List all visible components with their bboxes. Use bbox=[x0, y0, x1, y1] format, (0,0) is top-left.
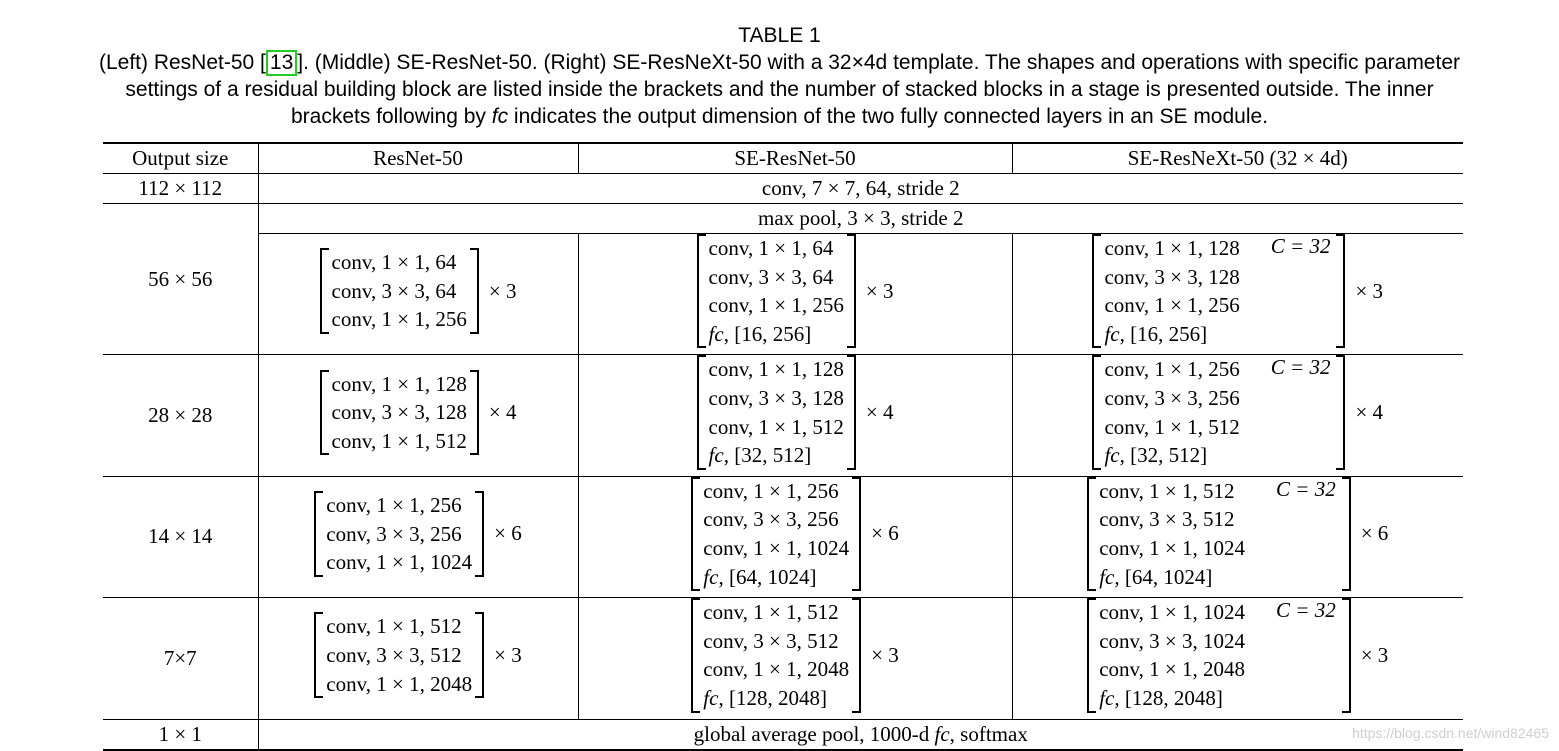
block-line: conv, 1 × 1, 1024 bbox=[1099, 535, 1246, 560]
final-fc-label: fc bbox=[934, 721, 950, 746]
maxpool-cell: max pool, 3 × 3, stride 2 bbox=[258, 204, 1463, 234]
block-line: conv, 3 × 3, 512 bbox=[326, 643, 462, 668]
caption-line-1-end: ]. (Middle) SE-ResNet-50. (Right) SE-ResNeXt-50 with a 32×4d template. The shapes and operations with specific parameter bbox=[297, 51, 1460, 74]
cardinality-label: C = 32 bbox=[1276, 476, 1336, 501]
output-size-14: 14 × 14 bbox=[103, 476, 258, 597]
architecture-table bbox=[103, 142, 1463, 751]
citation-link[interactable]: 13 bbox=[266, 50, 297, 76]
block-line: conv, 1 × 1, 256 bbox=[326, 493, 462, 518]
repeat-count: × 3 bbox=[871, 642, 899, 667]
se-resnext-block bbox=[1012, 355, 1463, 476]
cardinality-label: C = 32 bbox=[1270, 234, 1331, 258]
se-resnext-block bbox=[1012, 598, 1463, 719]
repeat-count: × 3 bbox=[1360, 642, 1389, 667]
fc-dims: , [32, 512] bbox=[723, 443, 812, 468]
se-resnet-block bbox=[578, 234, 1012, 355]
block-line: conv, 1 × 1, 128 bbox=[1104, 236, 1240, 260]
repeat-count: × 6 bbox=[871, 521, 899, 546]
block-line: conv, 1 × 1, 1024 bbox=[326, 550, 473, 575]
repeat-count: × 3 bbox=[865, 278, 894, 303]
fc-dims: , [16, 256] bbox=[1119, 321, 1208, 346]
row-112 bbox=[103, 174, 1463, 204]
block-line: conv, 1 × 1, 2048 bbox=[703, 657, 850, 682]
final-pool-start: global average pool, 1000-d bbox=[693, 721, 935, 746]
caption-fc: fc bbox=[491, 105, 509, 128]
fc-label: fc bbox=[1099, 685, 1115, 710]
block-line: conv, 3 × 3, 256 bbox=[1104, 385, 1240, 410]
repeat-count: × 3 bbox=[494, 642, 522, 667]
repeat-count: × 3 bbox=[488, 278, 517, 303]
table-caption bbox=[0, 22, 1559, 130]
block-line: conv, 3 × 3, 256 bbox=[326, 521, 462, 546]
fc-line bbox=[709, 441, 844, 470]
caption-line-3 bbox=[0, 103, 1559, 130]
header-output-size: Output size bbox=[103, 143, 258, 174]
block-line: conv, 3 × 3, 64 bbox=[708, 264, 834, 289]
block-line: conv, 3 × 3, 512 bbox=[1099, 507, 1235, 532]
block-line: conv, 1 × 1, 2048 bbox=[1099, 657, 1246, 682]
fc-line bbox=[703, 684, 849, 713]
fc-dims: , [64, 1024] bbox=[718, 564, 817, 589]
caption-line-3-start: brackets following by bbox=[290, 105, 492, 128]
header-se-resnext50: SE-ResNeXt-50 (32 × 4d) bbox=[1012, 143, 1463, 174]
fc-line bbox=[709, 320, 844, 349]
cardinality-label: C = 32 bbox=[1276, 598, 1336, 623]
block-line: conv, 1 × 1, 64 bbox=[331, 250, 457, 275]
resnet-block bbox=[258, 476, 578, 597]
row-final bbox=[103, 719, 1463, 750]
block-line: conv, 3 × 3, 64 bbox=[331, 278, 457, 303]
output-size-1: 1 × 1 bbox=[103, 719, 258, 750]
fc-line bbox=[703, 563, 849, 592]
fc-line bbox=[1104, 441, 1239, 470]
block-line: conv, 3 × 3, 128 bbox=[331, 400, 467, 425]
repeat-count: × 4 bbox=[1355, 400, 1384, 425]
fc-label: fc bbox=[1099, 564, 1115, 589]
fc-label: fc bbox=[708, 321, 724, 346]
block-line: conv, 1 × 1, 512 bbox=[331, 428, 467, 453]
block-line: conv, 1 × 1, 256 bbox=[708, 293, 844, 318]
block-line: conv, 1 × 1, 1024 bbox=[1099, 600, 1246, 625]
fc-dims: , [16, 256] bbox=[723, 321, 812, 346]
repeat-count: × 4 bbox=[488, 400, 517, 425]
caption-title: TABLE 1 bbox=[738, 24, 821, 47]
fc-label: fc bbox=[1104, 321, 1120, 346]
resnet-block bbox=[258, 234, 578, 355]
caption-line-1 bbox=[0, 49, 1559, 76]
block-line: conv, 3 × 3, 128 bbox=[708, 385, 844, 410]
fc-label: fc bbox=[703, 564, 719, 589]
row-maxpool bbox=[103, 204, 1463, 234]
block-line: conv, 1 × 1, 256 bbox=[331, 307, 467, 332]
fc-label: fc bbox=[703, 685, 719, 710]
repeat-count: × 6 bbox=[494, 521, 522, 546]
fc-label: fc bbox=[708, 443, 724, 468]
header-resnet50: ResNet-50 bbox=[258, 143, 578, 174]
final-pool-cell bbox=[258, 719, 1463, 750]
se-resnet-block bbox=[578, 476, 1012, 597]
caption-line-2: settings of a residual building block are listed inside the brackets and the number of stacked blocks in a stage is presented outside. The inner bbox=[125, 78, 1434, 101]
fc-dims: , [128, 2048] bbox=[718, 685, 827, 710]
watermark: https://blog.csdn.net/wind82465 bbox=[1352, 725, 1549, 741]
block-line: conv, 1 × 1, 512 bbox=[1099, 478, 1235, 503]
se-resnet-block bbox=[578, 355, 1012, 476]
repeat-count: × 6 bbox=[1360, 521, 1389, 546]
block-line: conv, 1 × 1, 512 bbox=[703, 600, 839, 625]
conv1-cell: conv, 7 × 7, 64, stride 2 bbox=[258, 174, 1463, 204]
resnet-block bbox=[258, 598, 578, 719]
repeat-count: × 3 bbox=[1355, 278, 1384, 303]
block-line: conv, 1 × 1, 512 bbox=[708, 414, 844, 439]
header-row bbox=[103, 143, 1463, 174]
block-line: conv, 1 × 1, 128 bbox=[708, 357, 844, 382]
stage-row bbox=[103, 476, 1463, 597]
caption-line-1-start: (Left) ResNet-50 [ bbox=[98, 51, 266, 74]
fc-dims: , [128, 2048] bbox=[1114, 685, 1223, 710]
block-line: conv, 1 × 1, 1024 bbox=[703, 535, 850, 560]
stage-row bbox=[103, 598, 1463, 719]
output-size-7: 7×7 bbox=[103, 598, 258, 719]
block-line: conv, 1 × 1, 256 bbox=[1104, 357, 1240, 382]
resnet-block bbox=[258, 355, 578, 476]
fc-dims: , [32, 512] bbox=[1119, 443, 1208, 468]
block-line: conv, 1 × 1, 2048 bbox=[326, 671, 473, 696]
block-line: conv, 1 × 1, 128 bbox=[331, 371, 467, 396]
block-line: conv, 3 × 3, 256 bbox=[703, 507, 839, 532]
fc-dims: , [64, 1024] bbox=[1114, 564, 1213, 589]
fc-line bbox=[1099, 684, 1245, 713]
block-line: conv, 3 × 3, 512 bbox=[703, 628, 839, 653]
output-size-56: 56 × 56 bbox=[103, 204, 258, 355]
caption-line-3-end: indicates the output dimension of the two fully connected layers in an SE module. bbox=[508, 105, 1269, 128]
se-resnet-block bbox=[578, 598, 1012, 719]
block-line: conv, 1 × 1, 512 bbox=[326, 614, 462, 639]
se-resnext-block bbox=[1012, 476, 1463, 597]
output-size-112: 112 × 112 bbox=[103, 174, 258, 204]
header-se-resnet50: SE-ResNet-50 bbox=[578, 143, 1012, 174]
fc-line bbox=[1099, 563, 1245, 592]
stage-row bbox=[103, 355, 1463, 476]
fc-line bbox=[1104, 320, 1239, 349]
block-line: conv, 1 × 1, 64 bbox=[708, 236, 834, 260]
final-pool-end: , softmax bbox=[949, 721, 1028, 746]
block-line: conv, 3 × 3, 128 bbox=[1104, 264, 1240, 289]
block-line: conv, 3 × 3, 1024 bbox=[1099, 628, 1246, 653]
block-line: conv, 1 × 1, 256 bbox=[703, 478, 839, 503]
block-line: conv, 1 × 1, 256 bbox=[1104, 293, 1240, 318]
cardinality-label: C = 32 bbox=[1270, 355, 1331, 380]
block-line: conv, 1 × 1, 512 bbox=[1104, 414, 1240, 439]
repeat-count: × 4 bbox=[865, 400, 894, 425]
output-size-28: 28 × 28 bbox=[103, 355, 258, 476]
stage-row bbox=[103, 234, 1463, 355]
se-resnext-block bbox=[1012, 234, 1463, 355]
fc-label: fc bbox=[1104, 443, 1120, 468]
